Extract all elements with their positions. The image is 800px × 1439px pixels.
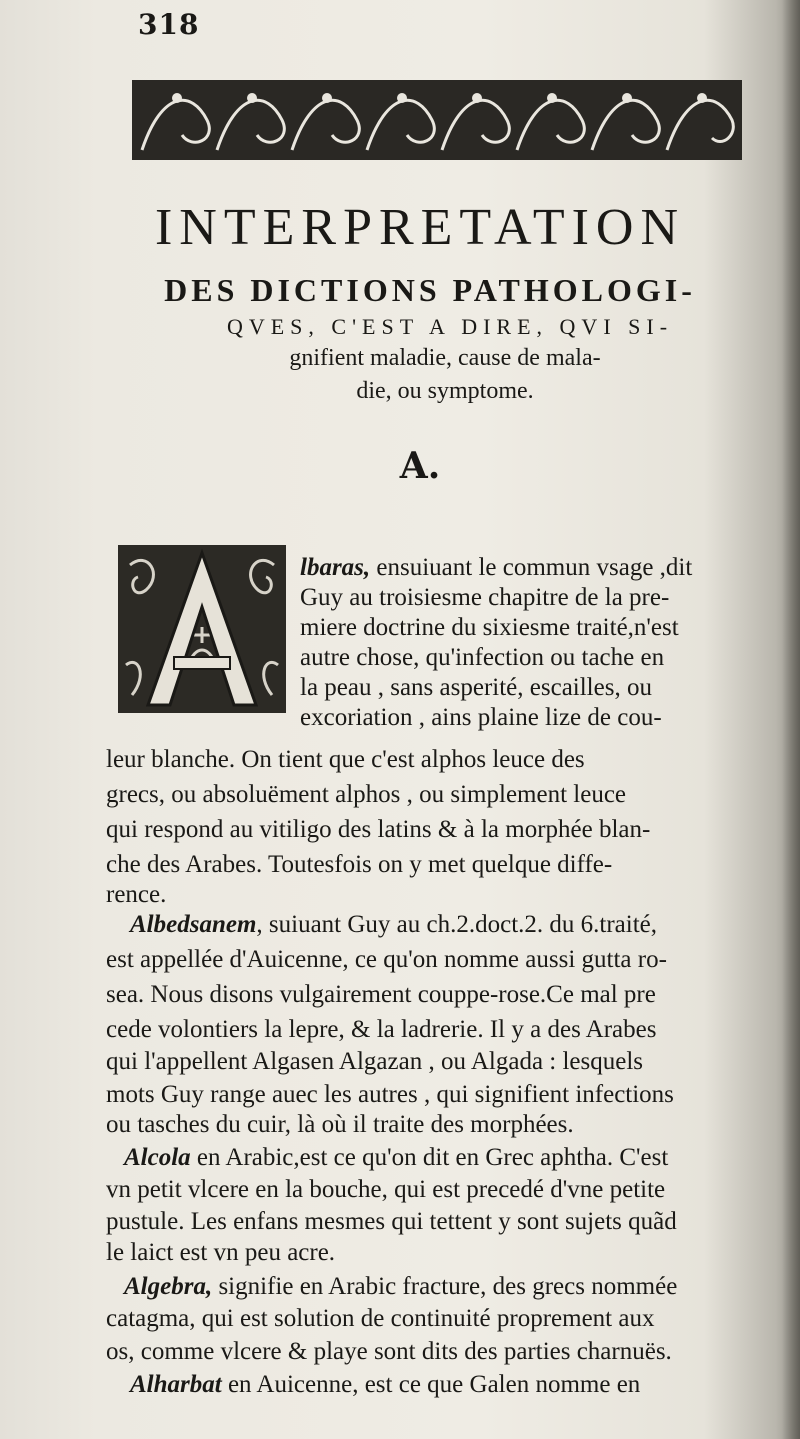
line-text: en Arabic,est ce qu'on dit en Grec aphtha. C'est: [190, 1144, 669, 1171]
subtitle-line-3: gnifient maladie, cause de mala-: [289, 345, 601, 371]
line-text: la peau , sans asperité, escailles, ou: [300, 674, 652, 701]
entry-term: Albedsanem: [130, 911, 257, 938]
line-text: le laict est vn peu acre.: [106, 1239, 336, 1266]
text-line: [106, 745, 585, 775]
text-line: [106, 1337, 672, 1367]
line-text: leur blanche. On tient que c'est alphos leuce des: [106, 746, 585, 773]
line-text: qui respond au vitiligo des latins & à la morphée blan-: [106, 816, 651, 843]
text-line: [106, 1238, 335, 1268]
line-text: excoriation , ains plaine lize de cou-: [300, 704, 662, 731]
line-text: rence.: [106, 881, 167, 908]
text-line: [130, 910, 657, 940]
text-line: [106, 850, 612, 880]
text-line: [106, 1015, 656, 1045]
line-text: cede volontiers la lepre, & la ladrerie. Il y a des Arabes: [106, 1016, 657, 1043]
entry-term: lbaras,: [300, 554, 371, 581]
line-text: en Auicenne, est ce que Galen nomme en: [221, 1371, 641, 1398]
line-text: mots Guy range auec les autres , qui signifient infections: [106, 1081, 674, 1108]
text-line: [106, 1047, 643, 1077]
entry-term: Alcola: [124, 1144, 191, 1171]
text-line: [124, 1143, 668, 1173]
text-line: [300, 613, 679, 643]
line-text: qui l'appellent Algasen Algazan , ou Algada : lesquels: [106, 1048, 644, 1075]
entry-term: Alharbat: [130, 1371, 222, 1398]
entry-term: Algebra,: [124, 1273, 213, 1300]
ornamental-headband: [132, 80, 742, 160]
text-line: [300, 673, 652, 703]
text-line: [106, 880, 166, 910]
text-line: [106, 1304, 654, 1334]
line-text: vn petit vlcere en la bouche, qui est precedé d'vne petite: [106, 1176, 666, 1203]
text-line: [300, 703, 662, 733]
line-text: miere doctrine du sixiesme traité,n'est: [300, 614, 679, 641]
subtitle-line-4: die, ou symptome.: [356, 378, 534, 404]
decorated-initial: [118, 545, 286, 713]
line-text: ensuiuant le commun vsage ,dit: [370, 554, 693, 581]
line-text: ou tasches du cuir, là où il traite des morphées.: [106, 1111, 574, 1138]
page-number: 318: [138, 8, 200, 41]
line-text: signifie en Arabic fracture, des grecs nommée: [212, 1273, 678, 1300]
text-line: [300, 553, 692, 583]
text-line: [106, 945, 667, 975]
section-letter: A.: [399, 445, 441, 487]
text-line: [106, 980, 656, 1010]
text-line: [300, 643, 664, 673]
text-line: [106, 815, 650, 845]
text-line: [300, 583, 669, 613]
text-line: [106, 780, 626, 810]
line-text: est appellée d'Auicenne, ce qu'on nomme aussi gutta ro-: [106, 946, 667, 973]
text-line: [106, 1110, 574, 1140]
subtitle-line-2: QVES, C'EST A DIRE, QVI SI-: [226, 314, 674, 339]
line-text: autre chose, qu'infection ou tache en: [300, 644, 665, 671]
text-line: [130, 1370, 640, 1400]
line-text: , suiuant Guy au ch.2.doct.2. du 6.traité,: [256, 911, 658, 938]
line-text: pustule. Les enfans mesmes qui tettent y sont sujets quãd: [106, 1208, 677, 1235]
text-line: [124, 1272, 677, 1302]
line-text: che des Arabes. Toutesfois on y met quelque diffe-: [106, 851, 613, 878]
line-text: catagma, qui est solution de continuité proprement aux: [106, 1305, 655, 1332]
text-line: [106, 1207, 677, 1237]
text-line: [106, 1080, 674, 1110]
text-line: [106, 1175, 665, 1205]
line-text: sea. Nous disons vulgairement couppe-rose.Ce mal pre: [106, 981, 656, 1008]
subtitle-line-1: DES DICTIONS PATHOLOGI-: [164, 272, 696, 308]
line-text: Guy au troisiesme chapitre de la pre-: [300, 584, 670, 611]
line-text: os, comme vlcere & playe sont dits des parties charnuës.: [106, 1338, 672, 1365]
page-title: INTERPRETATION: [154, 199, 686, 256]
line-text: grecs, ou absoluëment alphos , ou simplement leuce: [106, 781, 627, 808]
svg-text:A: A: [201, 695, 203, 696]
